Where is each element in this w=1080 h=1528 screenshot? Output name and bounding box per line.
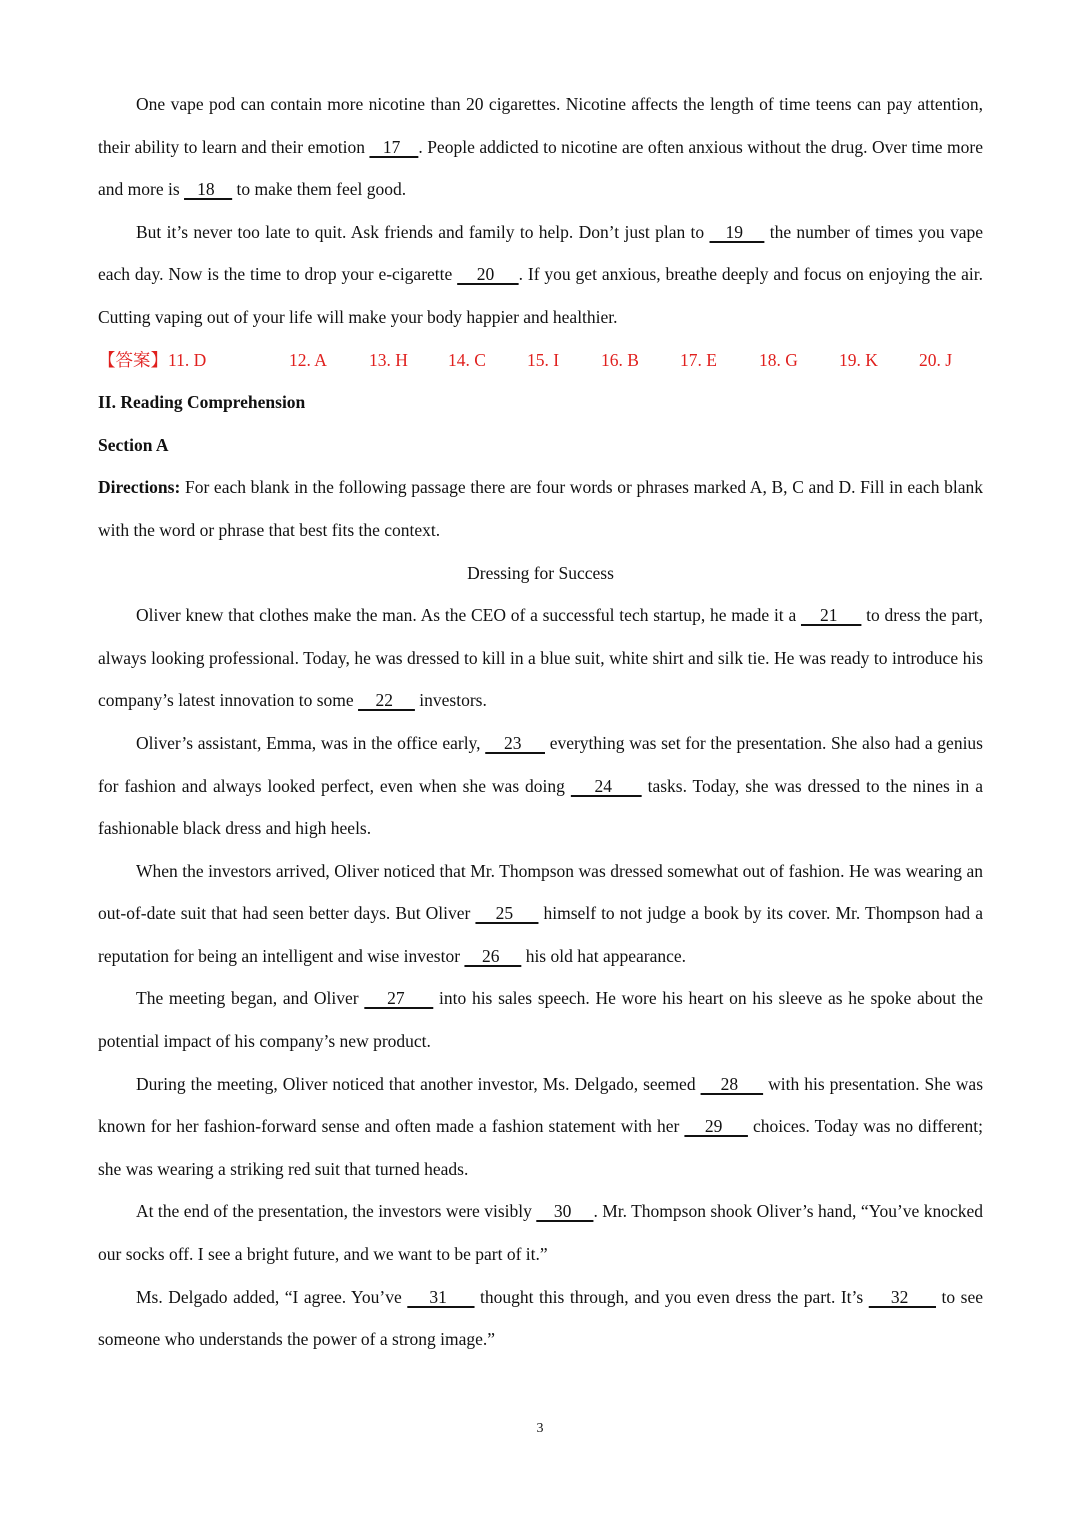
paragraph-oliver (98, 594, 983, 722)
answer-item: 20. J (919, 349, 953, 370)
blank-28: 28 (700, 1073, 764, 1094)
text: . People addicted to nicotine are often anxious without the drug. Over time more and more is (98, 136, 984, 200)
blank-19: 19 (709, 221, 765, 242)
text: . Mr. Thompson shook Oliver’s hand, “You’ve knocked our socks off. I see a bright future, and we want to be part of it.” (98, 1201, 984, 1265)
paragraph-thompson (98, 850, 983, 978)
blank-27: 27 (364, 988, 434, 1009)
section-heading: II. Reading Comprehension (98, 392, 306, 413)
blank-23: 23 (485, 732, 545, 753)
answer-item: 13. H (369, 349, 408, 370)
text: tasks. Today, she was dressed to the nines in a fashionable black dress and high heels. (98, 775, 983, 839)
text: When the investors arrived, Oliver noticed that Mr. Thompson was dressed somewhat out of fashion. He was wearing an out-of-date suit that had seen better days. But Oliver (98, 860, 983, 924)
text: to dress the part, always looking professional. Today, he was dressed to kill in a blue suit, white shirt and silk tie. He was ready to introduce his company’s latest innovation to some (98, 605, 984, 711)
answer-label: 【答案】 (98, 349, 168, 370)
passage-title: Dressing for Success (467, 562, 614, 583)
blank-17: 17 (369, 136, 419, 157)
answer-item: 14. C (448, 349, 486, 370)
blank-24: 24 (570, 775, 642, 796)
page-number: 3 (536, 1421, 544, 1436)
answer-item: 15. I (527, 349, 560, 370)
paragraph-emma (98, 722, 983, 850)
text: himself to not judge a book by its cover. Mr. Thompson had a reputation for being an intelligent and wise investor (98, 903, 984, 966)
text: into his sales speech. He wore his heart on his sleeve as he spoke about the potential impact of his company’s new product. (98, 988, 984, 1052)
document-page (98, 83, 983, 1361)
blank-32: 32 (868, 1286, 936, 1307)
blank-30: 30 (536, 1201, 594, 1222)
text: everything was set for the presentation. She also had a genius for fashion and always looked perfect, even when she was doing (98, 732, 983, 796)
text: the number of times you vape each day. Now is the time to drop your e-cigarette (98, 221, 984, 285)
directions-label: Directions: (98, 477, 181, 498)
blank-25: 25 (475, 903, 539, 924)
paragraph-end (98, 1190, 983, 1275)
text: to make them feel good. (232, 179, 407, 200)
section-subheading: Section A (98, 434, 169, 455)
blank-21: 21 (800, 605, 862, 626)
paragraph-delgado (98, 1063, 983, 1191)
blank-26: 26 (464, 945, 522, 966)
blank-31: 31 (407, 1286, 475, 1307)
blank-22: 22 (358, 690, 415, 711)
text: At the end of the presentation, the investors were visibly (136, 1201, 537, 1222)
text: Oliver’s assistant, Emma, was in the office early, (136, 732, 486, 753)
paragraph-agree (98, 1276, 983, 1361)
paragraph-meeting (98, 977, 983, 1062)
text: his old hat appearance. (521, 945, 687, 966)
text: investors. (414, 690, 487, 711)
blank-29: 29 (684, 1116, 748, 1137)
paragraph-quit (98, 211, 983, 339)
text: to see someone who understands the power of a strong image.” (98, 1286, 984, 1350)
text: The meeting began, and Oliver (136, 988, 365, 1009)
blank-18: 18 (184, 179, 233, 200)
directions-text: For each blank in the following passage there are four words or phrases marked A, B, C and D. Fill in each blank with the word or phrase that best fits the context. (98, 477, 983, 540)
text: During the meeting, Oliver noticed that another investor, Ms. Delgado, seemed (136, 1073, 701, 1094)
blank-20: 20 (457, 264, 519, 285)
paragraph-nicotine (98, 83, 983, 211)
answer-key (98, 339, 983, 382)
answer-item: 16. B (601, 349, 639, 370)
directions (98, 466, 983, 551)
answer-item: 11. D (168, 349, 207, 370)
answer-item: 19. K (839, 349, 878, 370)
text: with his presentation. She was known for her fashion-forward sense and often made a fashion statement with her (98, 1073, 983, 1137)
text: Oliver knew that clothes make the man. As the CEO of a successful tech startup, he made it a (136, 605, 801, 626)
answer-item: 18. G (759, 349, 798, 370)
answer-item: 17. E (680, 349, 717, 370)
text: Ms. Delgado added, “I agree. You’ve (136, 1286, 408, 1307)
text: One vape pod can contain more nicotine than 20 cigarettes. Nicotine affects the length of time teens can pay attention, their ability to learn and their emotion (98, 94, 983, 157)
text: . If you get anxious, breathe deeply and focus on enjoying the air. Cutting vaping out of your life will make your body happier and healthier. (98, 264, 983, 327)
text: choices. Today was no different; she was wearing a striking red suit that turned heads. (98, 1116, 984, 1179)
text: But it’s never too late to quit. Ask friends and family to help. Don’t just plan to (136, 221, 710, 242)
answer-item: 12. A (289, 349, 327, 370)
text: thought this through, and you even dress the part. It’s (474, 1286, 869, 1307)
